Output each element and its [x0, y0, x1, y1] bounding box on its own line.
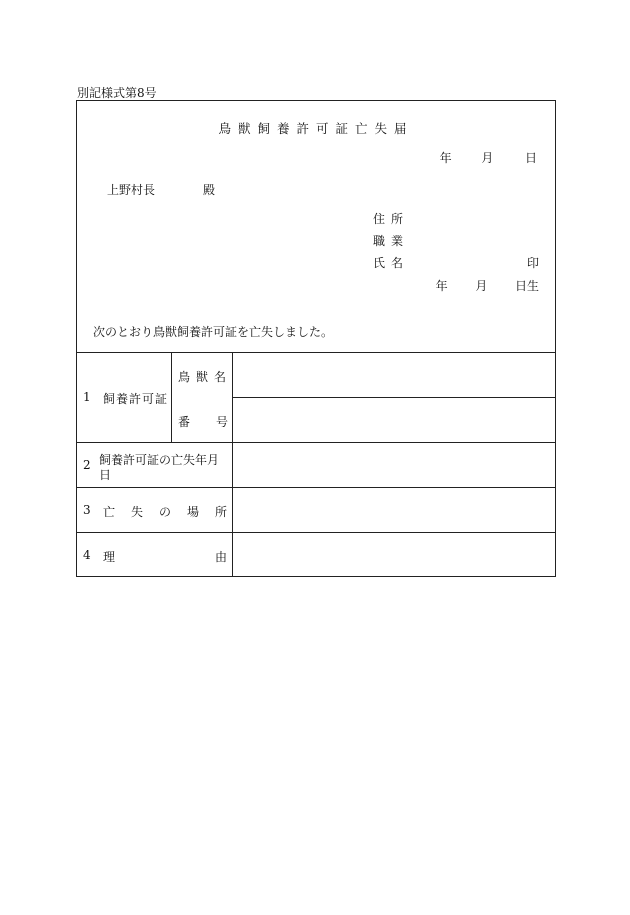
row1-left-divider: [171, 352, 172, 442]
row3-label: 亡失の場所: [103, 505, 227, 519]
seal-mark: 印: [526, 256, 539, 270]
form-number: 別記様式第8号: [77, 86, 157, 100]
table-top-border: [77, 352, 555, 353]
applicant-name-label: 氏名: [373, 256, 410, 270]
form-frame: [76, 100, 556, 577]
applicant-address-label: 住所: [373, 212, 410, 226]
applicant-occupation-label: 職業: [373, 234, 410, 248]
row4-label-a: 理: [103, 550, 116, 564]
loss-date-field[interactable]: [237, 447, 549, 483]
form-title: 鳥獣飼養許可証亡失届: [218, 121, 414, 136]
date-day-label: 日: [524, 151, 537, 165]
submission-date: [440, 149, 537, 166]
label-column-divider: [232, 352, 233, 577]
row2-number: 2: [83, 458, 91, 472]
row4-number: 4: [83, 548, 91, 562]
row1-sub1-label: 鳥獣名: [178, 370, 233, 384]
birth-day-label: 日生: [514, 279, 539, 293]
bird-name-field[interactable]: [237, 357, 549, 393]
row1-number: 1: [83, 390, 91, 404]
loss-place-field[interactable]: [237, 492, 549, 528]
row2-top-border: [77, 442, 555, 443]
addressee-honorific: 殿: [203, 183, 216, 197]
row4-label-b: 由: [215, 550, 228, 564]
row3-number: 3: [83, 503, 91, 517]
addressee-name: 上野村長: [107, 183, 156, 197]
row4-top-border: [77, 532, 555, 533]
row2-label-line2: 日: [99, 468, 112, 482]
row2-label-line1: 飼養許可証の亡失年月: [99, 453, 220, 467]
row1-label: 飼養許可証: [103, 392, 169, 406]
row1-inner-divider: [232, 397, 555, 398]
birth-year-label: 年: [435, 279, 448, 293]
date-year-label: 年: [439, 151, 452, 165]
row3-top-border: [77, 487, 555, 488]
statement-text: 次のとおり鳥獣飼養許可証を亡失しました。: [93, 325, 334, 339]
birth-month-label: 月: [475, 279, 488, 293]
applicant-birthdate: [436, 277, 539, 294]
addressee: [107, 181, 215, 198]
permit-number-field[interactable]: [237, 402, 549, 438]
row1-sub2-label: 番号: [178, 415, 228, 429]
date-month-label: 月: [481, 151, 494, 165]
reason-field[interactable]: [237, 537, 549, 573]
